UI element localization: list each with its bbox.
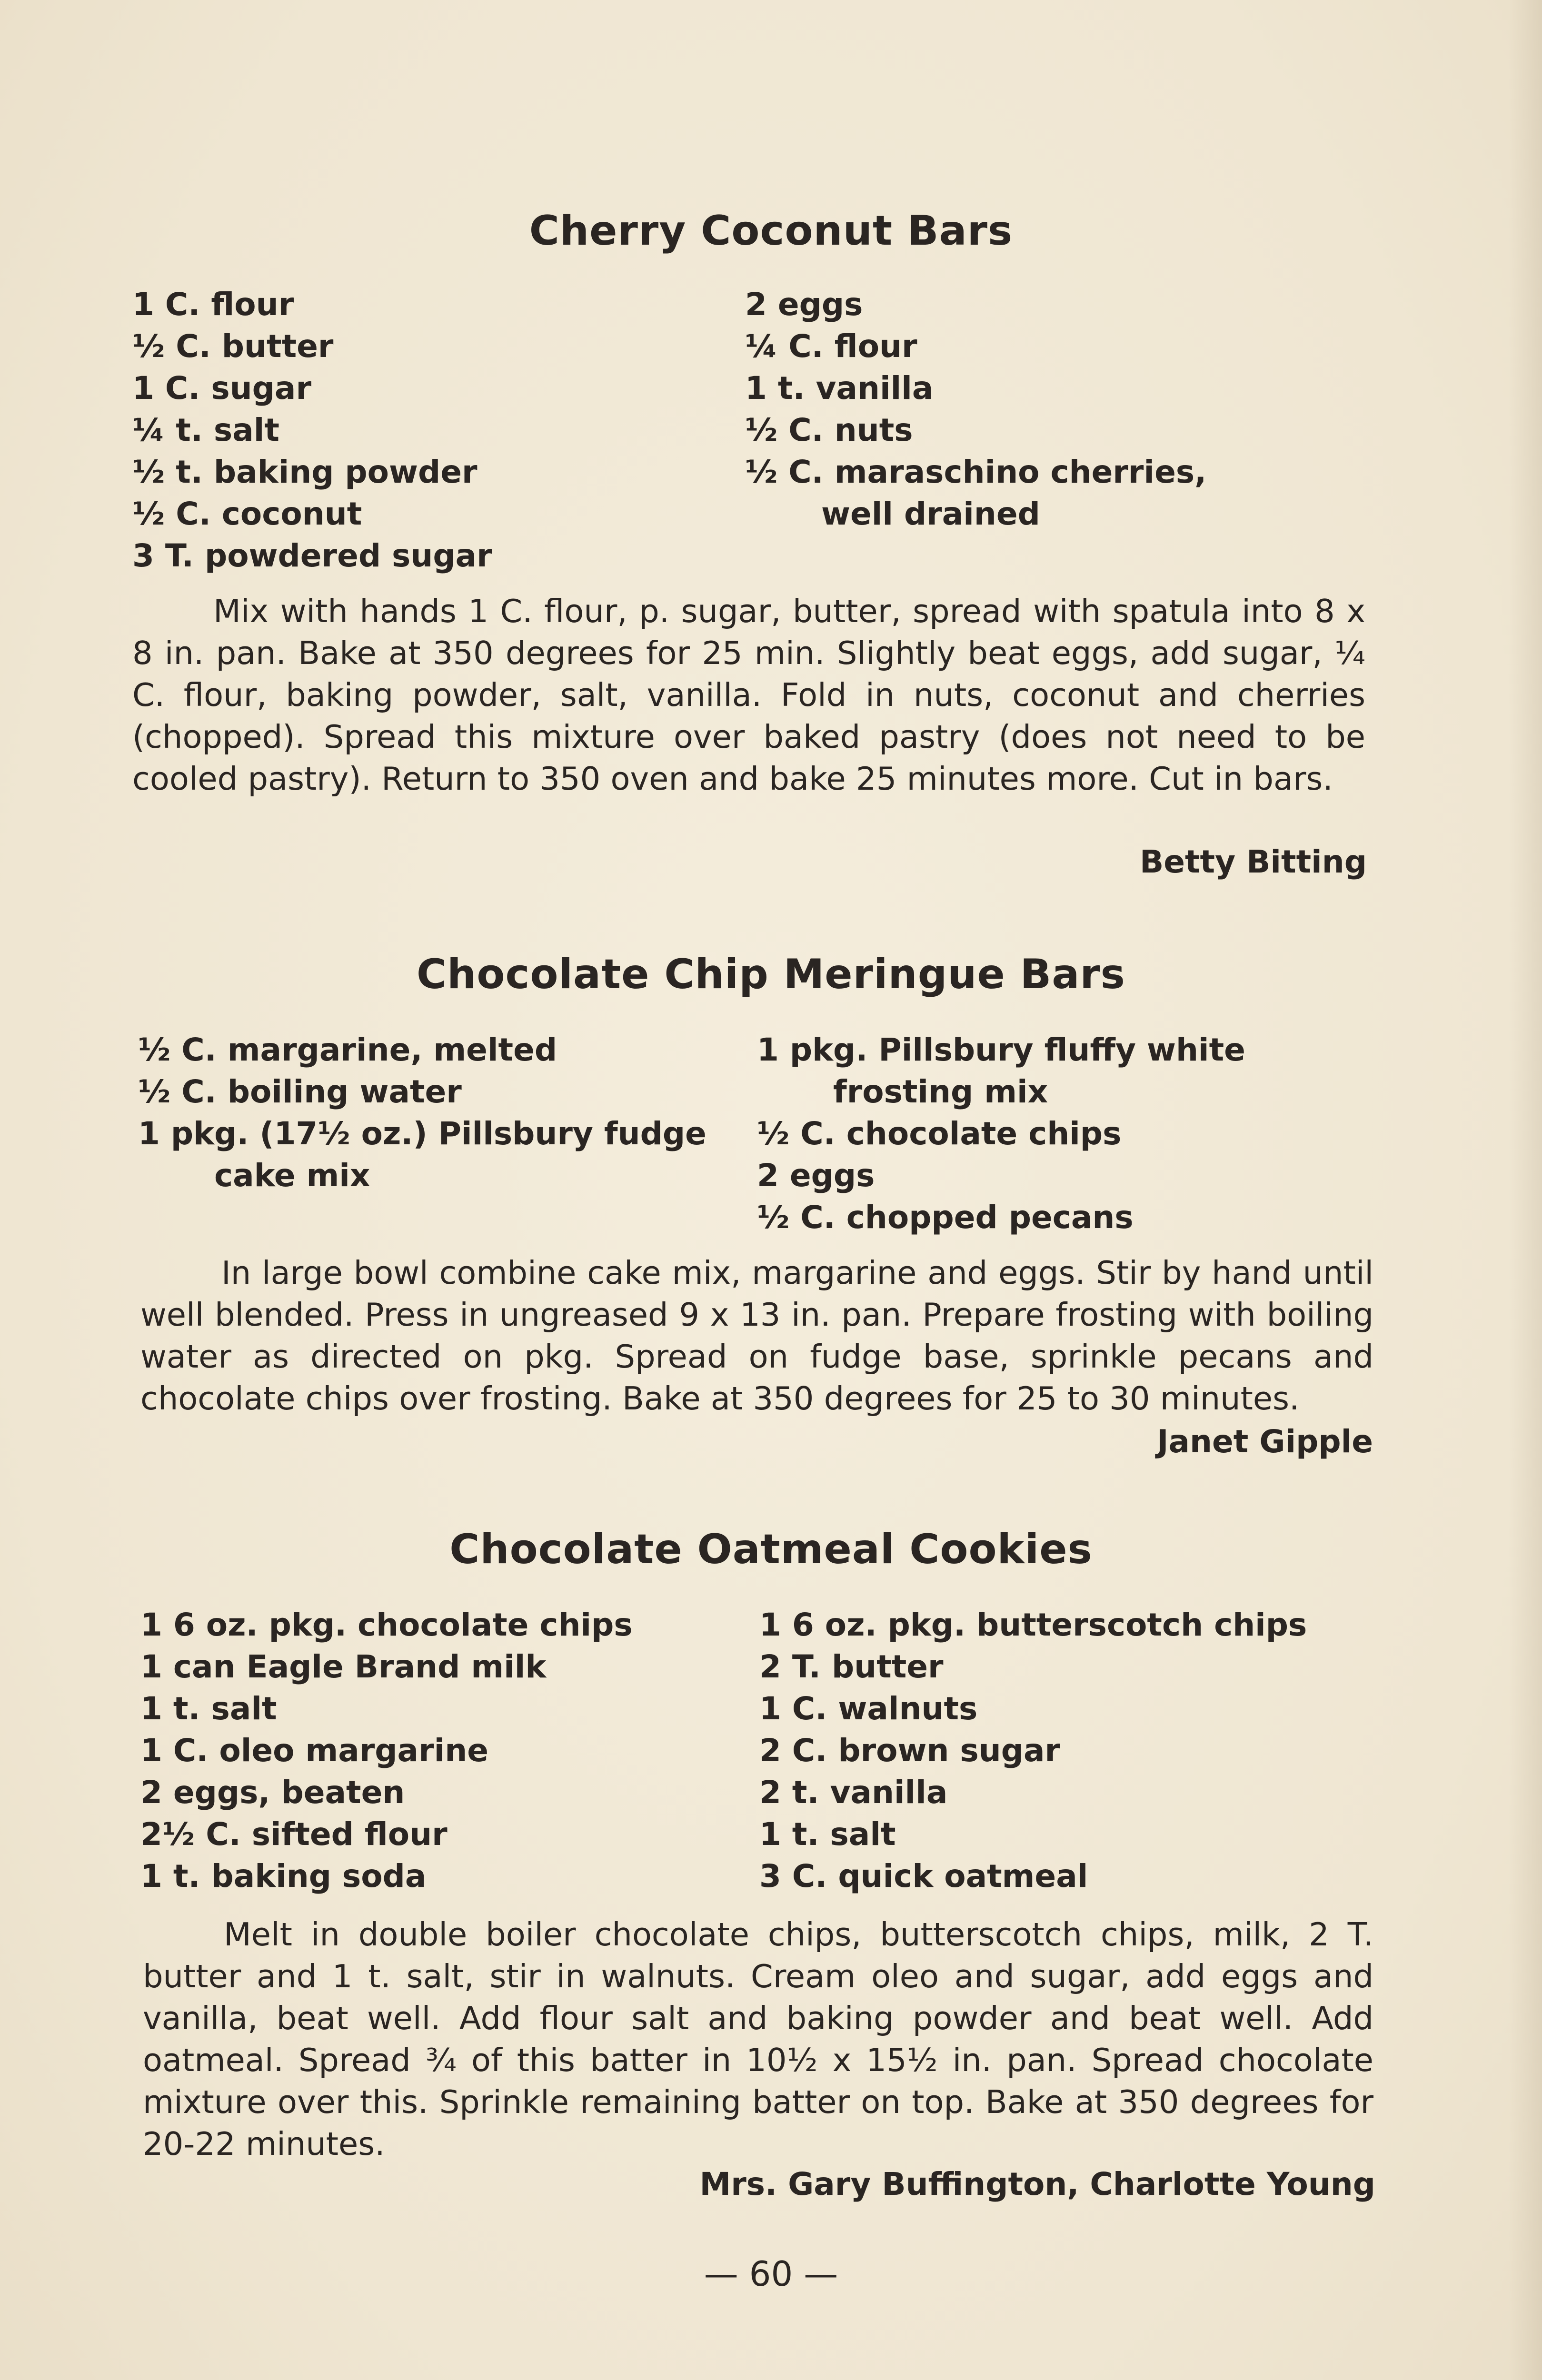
ingredient: ½ C. chocolate chips xyxy=(757,1115,1122,1152)
ingredient: ½ C. boiling water xyxy=(138,1073,462,1110)
ingredient: 1 pkg. (17½ oz.) Pillsbury fudge xyxy=(138,1115,706,1152)
recipe-title: Chocolate Oatmeal Cookies xyxy=(449,1526,1093,1573)
recipe-author: Betty Bitting xyxy=(1139,843,1367,880)
ingredient: frosting mix xyxy=(833,1073,1048,1110)
ingredient: 2 C. brown sugar xyxy=(759,1732,1061,1769)
ingredients-right xyxy=(745,284,1206,535)
ingredient: 2 eggs xyxy=(757,1157,875,1194)
ingredient: ½ C. margarine, melted xyxy=(138,1031,557,1068)
ingredient: ¼ t. salt xyxy=(132,412,279,448)
ingredient: 2 T. butter xyxy=(759,1648,944,1685)
recipe-directions: Melt in double boiler chocolate chips, butterscotch chips, milk, 2 T. butter and 1 t. salt, stir in walnuts. Cream oleo and sugar, add eggs and vanilla, beat well. Add flour salt and baking powder and beat well. Add oatmeal. Spread ¾ of this batter in 10½ x 15½ in. pan. Spread chocolate mixture over this. Sprinkle remaining batter on top. Bake at 350 degrees for 20-22 minutes. xyxy=(143,1916,1373,2162)
ingredients-left xyxy=(132,284,492,577)
ingredient: 1 t. baking soda xyxy=(140,1858,427,1894)
ingredient: 1 pkg. Pillsbury fluffy white xyxy=(757,1031,1245,1068)
ingredient: 1 6 oz. pkg. chocolate chips xyxy=(140,1606,633,1643)
ingredient: cake mix xyxy=(214,1157,370,1194)
ingredient: 1 C. walnuts xyxy=(759,1690,978,1727)
recipe-title: Cherry Coconut Bars xyxy=(529,207,1013,255)
ingredient: ½ t. baking powder xyxy=(132,454,478,490)
ingredient: 2 eggs xyxy=(745,286,863,323)
ingredient: 1 can Eagle Brand milk xyxy=(140,1648,547,1685)
ingredient: 1 t. salt xyxy=(140,1690,277,1727)
ingredient: 3 C. quick oatmeal xyxy=(759,1858,1088,1894)
ingredient: 2½ C. sifted flour xyxy=(140,1816,448,1853)
ingredient: ½ C. coconut xyxy=(132,496,362,532)
ingredient: 1 6 oz. pkg. butterscotch chips xyxy=(759,1606,1307,1643)
ingredient: 1 C. sugar xyxy=(132,370,311,407)
ingredients-right xyxy=(759,1604,1307,1897)
page-number: — 60 — xyxy=(704,2254,838,2294)
ingredient: ½ C. chopped pecans xyxy=(757,1199,1134,1236)
page-edge-shadow xyxy=(1509,0,1542,2380)
ingredient: 1 t. salt xyxy=(759,1816,896,1853)
ingredient: 1 C. oleo margarine xyxy=(140,1732,488,1769)
ingredient: ½ C. nuts xyxy=(745,412,913,448)
recipe-author: Mrs. Gary Buffington, Charlotte Young xyxy=(699,2166,1375,2202)
ingredient: ¼ C. flour xyxy=(745,328,917,365)
ingredient: well drained xyxy=(821,496,1040,532)
ingredient: 2 eggs, beaten xyxy=(140,1774,405,1811)
ingredients-right xyxy=(757,1029,1245,1239)
ingredient: ½ C. butter xyxy=(132,328,334,365)
ingredients-left xyxy=(140,1604,633,1897)
recipe-directions: Mix with hands 1 C. flour, p. sugar, butter, spread with spatula into 8 x 8 in. pan. Bake at 350 degrees for 25 min. Slightly beat eggs, add sugar, ¼ C. flour, baking powder, salt, vanilla. Fold in nuts, coconut and cherries (chopped). Spread this mixture over baked pastry (does not need to be cooled pastry). Return to 350 oven and bake 25 minutes more. Cut in bars. xyxy=(132,593,1365,797)
recipe-author: Janet Gipple xyxy=(1156,1423,1373,1460)
ingredient: 2 t. vanilla xyxy=(759,1774,948,1811)
recipe-title: Chocolate Chip Meringue Bars xyxy=(417,951,1125,998)
ingredient: ½ C. maraschino cherries, xyxy=(745,454,1207,490)
ingredient: 1 t. vanilla xyxy=(745,370,934,407)
ingredient: 3 T. powdered sugar xyxy=(132,537,492,574)
ingredient: 1 C. flour xyxy=(132,286,294,323)
recipe-directions: In large bowl combine cake mix, margarine and eggs. Stir by hand until well blended. Press in ungreased 9 x 13 in. pan. Prepare frosting with boiling water as directed on pkg. Spread on fudge base, sprinkle pecans and chocolate chips over frosting. Bake at 350 degrees for 25 to 30 minutes. xyxy=(140,1254,1373,1417)
ingredients-left xyxy=(138,1029,706,1197)
